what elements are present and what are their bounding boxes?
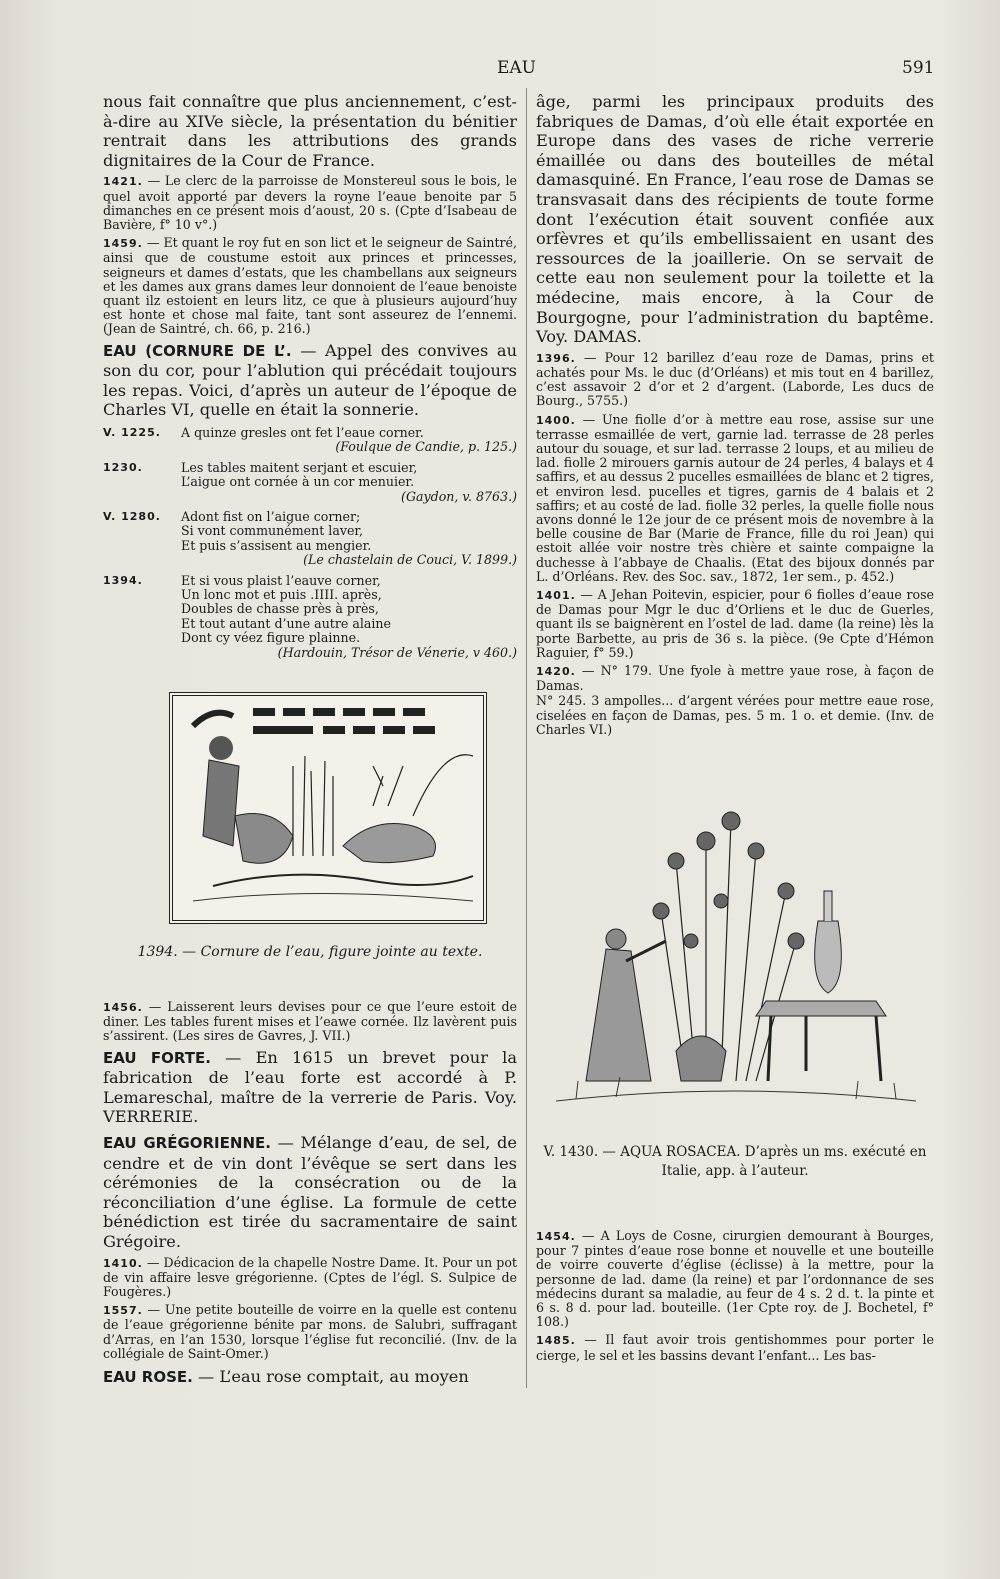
quote-1400: 1400. — Une fiolle d’or à mettre eau rose, assise sur une terrasse esmaillée de vert, garnie lad. terrasse de 28 perles autour du souage, et sur lad. terrasse 2 loups, et au milieu de lad. fiolle 2 mirouers garnis autour de 24 perles, 4 balays et 4 saffirs, et au dessus 2 pucelles esmaillées de blanc et 2 tigres, et environ lesd. pucelles et tigres, garnis de 4 balais et 2 saffirs; et au costé de lad. fiolle 32 perles, la quelle fiolle nous avons donné le 12e jour de ce présent mois de novembre à la belle cousine de Bar (Marie de France, fille du roi Jean) qui estoit allée voir nostre très chière et sainte compaigne la duchesse à l’abbaye de Chaalis. (Etat des bijoux donnés par L. d’Orléans. Rev. des Soc. sav., 1872, 1er sem., p. 452.) [536,411,934,584]
entry-cornure: EAU (CORNURE DE L’. — Appel des convives au son du cor, pour l’ablution qui précédait toujours les repas. Voici, d’après un auteur de l’époque de Charles VI, quelle en était la sonnerie. [103,340,518,420]
quote-1454: 1454. — A Loys de Cosne, cirurgien demourant à Bourges, pour 7 pintes d’eaue rose bonne et nouvelle et une bouteille de voirre couverte d’église (éclisse) à la mettre, pour la personne de lad. dame (la reine) et par l’ordonnance de ses médecins durant sa maladie, au feur de 4 s. 2 d. t. la pinte et 6 s. 8 d. pour lad. bouteille. (1er Cpte roy. de J. Bochetel, f° 108.) [536,1228,934,1330]
quote-1459: 1459. — Et quant le roy fut en son lict et le seigneur de Saintré, ainsi que de coustume estoit aux princes et princesses, seigneurs et dames d’estats, que les chambellans aux seigneurs et les dames aux grans dames leur donnoient de l’eaue benoiste quant ilz estoient en leurs litz, ce que à plusieurs aujourd’huy est honte et chose mal faite, tant sont asseurez de l’ennemi. (Jean de Saintré, ch. 66, p. 216.) [103,235,517,337]
quote-1421: 1421. — Le clerc de la parroisse de Monstereul sous le bois, le quel avoit apporté par devers la royne l’eaue benoite par 5 dimanches en ce présent mois d’aoust, 20 s. (Cpte d’Isabeau de Bavière, f° 10 v°.) [103,173,517,232]
verse-1394: 1394. Et si vous plaist l’eauve corner, Un lonc mot et puis .IIII. après, Doubles de chasse près à près, Et tout autant d’une autre alaine Dont cy véez figure plainne. (Hardouin, Trésor de Vénerie, v 460.) [103,572,517,660]
column-divider [526,88,527,1388]
verse-1280: V. 1280. Adont fist on l’aigue corner; Si vont communément laver, Et puis s’assisent au mengier. (Le chastelain de Couci, V. 1899.) [103,509,517,568]
verse-1225: V. 1225. A quinze gresles ont fet l’eaue corner. (Foulque de Candie, p. 125.) [103,424,517,455]
hunting-woodcut-figure [169,692,487,924]
quote-1420: 1420. — N° 179. Une fyole à mettre yaue rose, à façon de Damas. [536,662,934,694]
running-title: EAU [497,58,537,78]
woman-with-roses-illustration [556,781,916,1133]
quote-1557: 1557. — Une petite bouteille de voirre en la quelle est contenu de l’eaue grégorienne bénite par mons. de Salubri, suffragant d’Arras, en l’an 1530, lorsque l’église fut reconcilié. (Inv. de la collégiale de Saint-Omer.) [103,1302,517,1361]
quote-1410: 1410. — Dédicacion de la chapelle Nostre Dame. It. Pour un pot de vin affaire lesve grégorienne. (Cptes de l’égl. S. Sulpice de Fougères.) [103,1254,517,1300]
entry-eau-gregorienne: EAU GRÉGORIENNE. — Mélange d’eau, de sel, de cendre et de vin dont l’évêque se sert dans les cérémonies de la consécration ou de la réconciliation d’une église. La formule de cette bénédiction est tirée du sacramentaire de saint Grégoire. [103,1133,517,1252]
page-number: 591 [902,58,935,78]
left-figure-caption: 1394. — Cornure de l’eau, figure jointe au texte. [137,944,483,961]
quote-1396: 1396. — Pour 12 barillez d’eau roze de Damas, prins et achatés pour Ms. le duc (d’Orléans) et mis tout en 4 barillez, c’est assavoir 2 d’or et 2 d’argent. (Laborde, Les ducs de Bourg., 5755.) [536,349,934,409]
left-column [103,92,517,1388]
intro-paragraph: nous fait connaître que plus anciennement, c’est-à-dire au XIVe siècle, la présentation du bénitier rentrait dans les attributions des grands dignitaires de la Cour de France. [103,92,517,170]
hunt-scene-illustration [173,696,483,920]
verse-1230: 1230. Les tables maitent serjant et escuier, L’aigue ont cornée à un cor menuier. (Gaydon, v. 8763.) [103,459,517,504]
quote-1420-continued: N° 245. 3 ampolles... d’argent vérées pour mettre eaue rose, ciselées en façon de Damas, pes. 5 m. 1 o. et demie. (Inv. de Charles VI.) [536,693,934,737]
quote-1485: 1485. — Il faut avoir trois gentishommes pour porter le cierge, le sel et les bassins devant l’enfant... Les bas- [536,1332,934,1363]
quote-1456: 1456. — Laisserent leurs devises pour ce que l’eure estoit de diner. Les tables furent mises et l’eawe cornée. Ilz lavèrent puis s’assirent. (Les sires de Gavres, J. VII.) [103,999,517,1044]
entry-eau-forte: EAU FORTE. — En 1615 un brevet pour la fabrication de l’eau forte est accordé à P. Lemareschal, maître de la verrerie de Paris. Voy. VERRERIE. [103,1047,517,1127]
quote-1401: 1401. — A Jehan Poitevin, espicier, pour 6 fiolles d’eaue rose de Damas pour Mgr le duc d’Orliens et le duc de Guerles, quant ils se baignèrent en l’ostel de lad. dame (la reine) lès la porte Barbette, au pris de 36 s. la pièce. (9e Cpte d’Hémon Raguier, f° 59.) [536,586,934,660]
eau-rose-continuation: âge, parmi les principaux produits des fabriques de Damas, d’où elle était exportée en Europe dans des vases de riche verrerie émaillée ou dans des bouteilles de métal damasquiné. En France, l’eau rose de Damas se transvasait dans des récipients de toute forme dont l’exécution était souvent confiée aux orfèvres et qu’ils embellissaient en usant des ressources de la joaillerie. On se servait de cette eau non seulement pour la toilette et la médecine, mais encore, à la Cour de Bourgogne, pour l’administration du baptême. Voy. DAMAS. [536,92,934,347]
right-figure-caption: V. 1430. — AQUA ROSACEA. D’après un ms. exécuté en Italie, app. à l’auteur. [543,1144,927,1179]
right-column [536,92,934,1363]
entry-eau-rose: EAU ROSE. — L’eau rose comptait, au moyen [103,1367,469,1387]
aqua-rosacea-figure [556,781,916,1133]
